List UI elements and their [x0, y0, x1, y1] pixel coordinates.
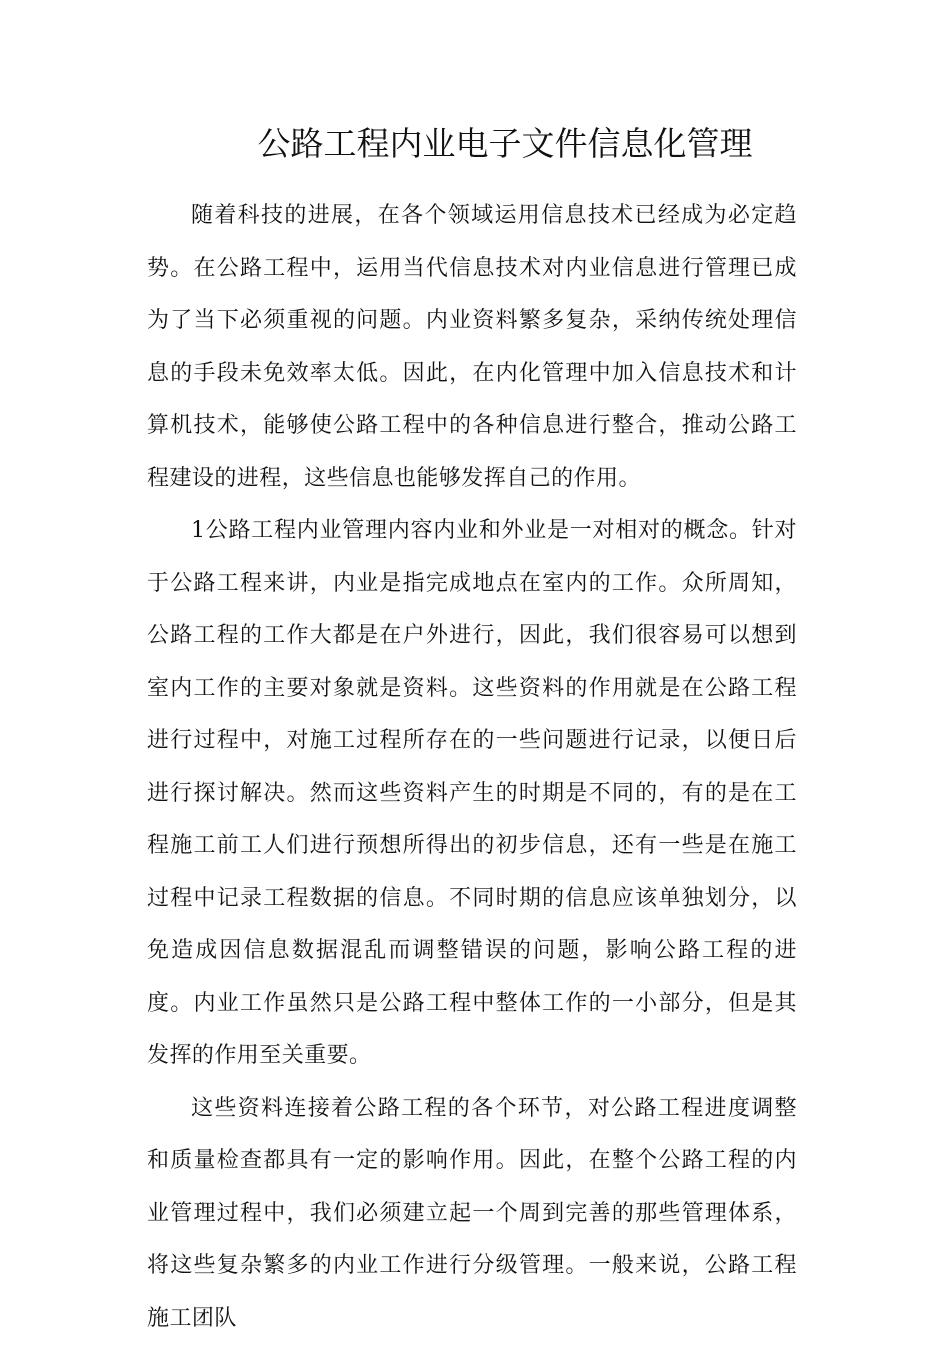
document-title: 公路工程内业电子文件信息化管理 [0, 118, 950, 170]
paragraph-section-1-continued: 这些资料连接着公路工程的各个环节，对公路工程进度调整和质量检查都具有一定的影响作用。因此，在整个公路工程的内业管理过程中，我们必须建立起一个周到完善的那些管理体系，将这些复杂繁多的内业工作进行分级管理。一般来说，公路工程施工团队 [147, 1083, 797, 1345]
document-body [147, 190, 797, 1345]
paragraph-intro: 随着科技的进展，在各个领域运用信息技术已经成为必定趋势。在公路工程中，运用当代信息技术对内业信息进行管理已成为了当下必须重视的问题。内业资料繁多复杂，采纳传统处理信息的手段未免效率太低。因此，在内化管理中加入信息技术和计算机技术，能够使公路工程中的各种信息进行整合，推动公路工程建设的进程，这些信息也能够发挥自己的作用。 [147, 190, 797, 505]
paragraph-section-1: 1公路工程内业管理内容内业和外业是一对相对的概念。针对于公路工程来讲，内业是指完成地点在室内的工作。众所周知，公路工程的工作大都是在户外进行，因此，我们很容易可以想到室内工作的主要对象就是资料。这些资料的作用就是在公路工程进行过程中，对施工过程所存在的一些问题进行记录，以便日后进行探讨解决。然而这些资料产生的时期是不同的，有的是在工程施工前工人们进行预想所得出的初步信息，还有一些是在施工过程中记录工程数据的信息。不同时期的信息应该单独划分，以免造成因信息数据混乱而调整错误的问题，影响公路工程的进度。内业工作虽然只是公路工程中整体工作的一小部分，但是其发挥的作用至关重要。 [147, 505, 797, 1083]
